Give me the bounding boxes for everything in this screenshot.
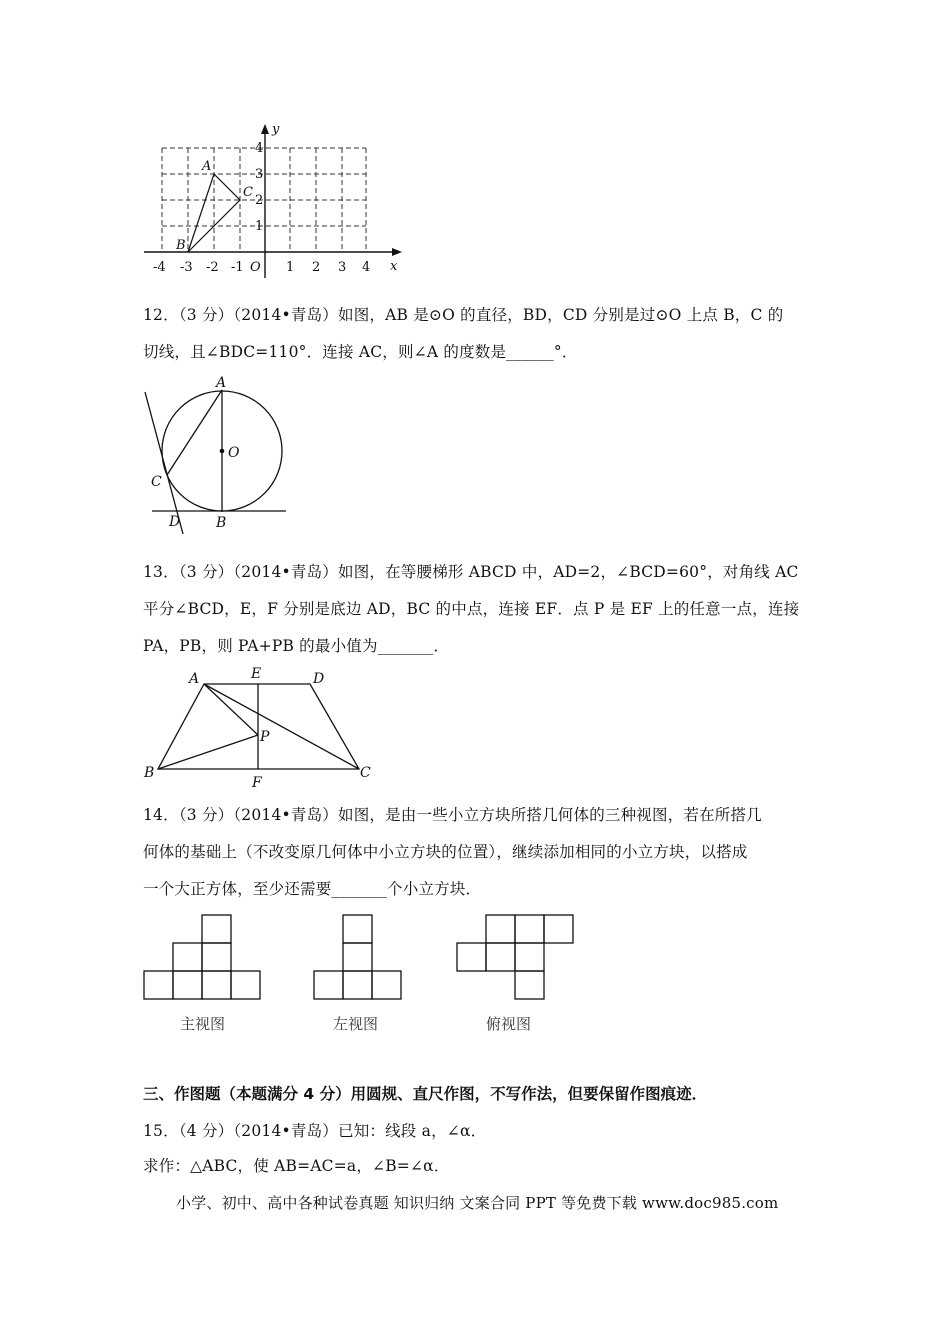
circle-tangent-figure	[140, 372, 300, 537]
q13-line-1: 13．（3 分）（2014•青岛）如图，在等腰梯形 ABCD 中，AD=2，∠BCD=60°，对角线 AC	[143, 563, 799, 581]
q15-line-2: 求作：△ABC，使 AB=AC=a，∠B=∠α．	[143, 1157, 450, 1175]
q13-line-2: 平分∠BCD，E，F 分别是底边 AD，BC 的中点，连接 EF．点 P 是 EF 上的任意一点，连接	[143, 600, 800, 618]
label-b: B	[216, 515, 227, 531]
x-axis-label: x	[390, 259, 398, 274]
point-label-b: B	[176, 238, 186, 253]
x-tick-label: 1	[286, 260, 295, 275]
label-c: C	[151, 474, 162, 490]
x-tick-label: -3	[180, 260, 193, 275]
q14-line-1: 14．（3 分）（2014•青岛）如图，是由一些小立方块所搭几何体的三种视图，若在所搭几	[143, 806, 762, 824]
y-axis-label: y	[272, 122, 280, 137]
q12-line-2: 切线，且∠BDC=110°．连接 AC，则∠A 的度数是______°．	[143, 343, 578, 361]
front-view-caption: 主视图	[180, 1015, 226, 1033]
label-f: F	[252, 775, 262, 791]
origin-label: O	[250, 260, 261, 275]
q14-line-3: 一个大正方体，至少还需要_______个小立方块．	[143, 880, 482, 898]
q15-line-1: 15．（4 分）（2014•青岛）已知：线段 a，∠α．	[143, 1122, 487, 1140]
q14-line-2: 何体的基础上（不改变原几何体中小立方块的位置），继续添加相同的小立方块，以搭成	[143, 843, 748, 861]
x-tick-label: 3	[338, 260, 347, 275]
coordinate-grid-figure	[140, 118, 410, 283]
left-view-caption: 左视图	[333, 1015, 379, 1033]
label-b: B	[144, 765, 155, 781]
point-label-c: C	[243, 185, 253, 200]
label-c: C	[360, 765, 371, 781]
label-d: D	[169, 514, 181, 530]
label-d: D	[313, 671, 325, 687]
section-heading: 三、作图题（本题满分 4 分）用圆规、直尺作图，不写作法，但要保留作图痕迹．	[143, 1085, 708, 1103]
label-o: O	[228, 445, 240, 461]
top-view-caption: 俯视图	[486, 1015, 532, 1033]
x-tick-label: 2	[312, 260, 321, 275]
trapezoid-figure	[140, 663, 380, 791]
y-tick-label: 3	[255, 167, 264, 182]
footer-text: 小学、初中、高中各种试卷真题 知识归纳 文案合同 PPT 等免费下载 www.doc985.com	[176, 1194, 779, 1212]
y-tick-label: 1	[255, 219, 264, 234]
label-a: A	[216, 375, 227, 391]
point-label-a: A	[202, 159, 212, 174]
three-views-figure	[140, 910, 580, 1005]
q13-line-3: PA，PB，则 PA+PB 的最小值为_______．	[143, 637, 450, 655]
label-p: P	[260, 729, 270, 745]
y-tick-label: 2	[255, 193, 264, 208]
x-tick-label: 4	[362, 260, 371, 275]
x-tick-label: -2	[206, 260, 219, 275]
label-e: E	[251, 666, 262, 682]
y-tick-label: 4	[255, 141, 264, 156]
x-tick-label: -4	[153, 260, 166, 275]
x-tick-label: -1	[231, 260, 244, 275]
q12-line-1: 12．（3 分）（2014•青岛）如图，AB 是⊙O 的直径，BD，CD 分别是过⊙O 上点 B，C 的	[143, 306, 784, 324]
label-a: A	[189, 671, 200, 687]
